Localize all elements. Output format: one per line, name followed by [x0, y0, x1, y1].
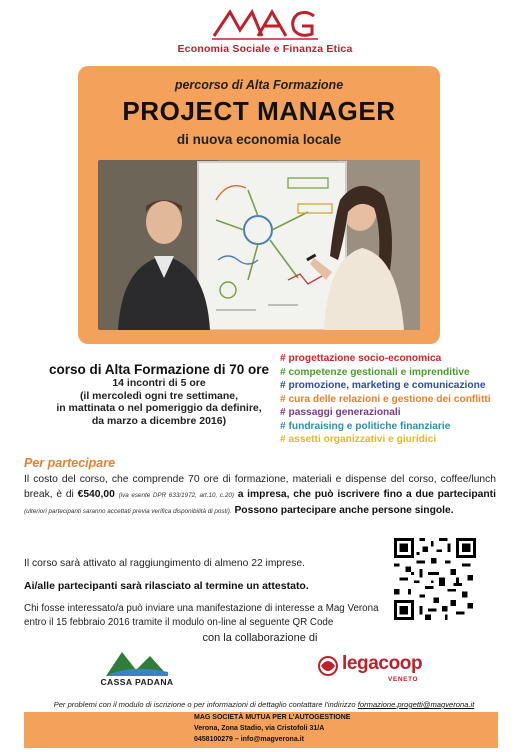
- legacoop-region: VENETO: [388, 676, 419, 683]
- topic-item: # progettazione socio-economica: [280, 353, 442, 364]
- topic-item: # cura delle relazioni e gestione dei conflitti: [280, 393, 491, 405]
- cassa-padana-logo: [100, 648, 174, 678]
- contact-text: Per problemi con il modulo di iscrizione o per informazioni di dettaglio contattare l'indirizzo: [53, 700, 356, 709]
- mag-logo: [170, 6, 360, 58]
- course-info: [24, 362, 294, 427]
- topic-item: # promozione, marketing e comunicazione: [280, 380, 486, 391]
- topic-item: # passaggi generazionali: [280, 407, 401, 418]
- workshop-photo: [98, 160, 420, 330]
- course-schedule-1: (il mercoledì ogni tre settimane,: [79, 389, 239, 402]
- extra-participants-note: (ulteriori partecipanti saranno accettati previa verifica disponibilità di posti).: [24, 508, 232, 515]
- footer-address: Verona, Zona Stadio, via Cristofoli 31/A: [194, 725, 325, 732]
- qr-code[interactable]: [394, 538, 476, 620]
- cassa-padana-label: CASSA PADANA: [100, 677, 174, 687]
- course-sessions: 14 incontri di 5 ore: [112, 377, 206, 389]
- vat-note: (iva esente DPR 633/1972, art.10, c.20): [118, 492, 234, 499]
- cost-text-a: Il costo del corso, che comprende 70 ore di formazione, materiali e dispense del corso, coffee/lunch break, è di: [24, 474, 496, 500]
- topic-item: # competenze gestionali e imprenditive: [280, 366, 470, 378]
- mag-logo-mark: [210, 6, 320, 42]
- cost-paragraph: [24, 472, 496, 519]
- topics-list: [280, 352, 508, 447]
- interest-line-2: entro il 15 febbraio 2016 tramite il modulo on-line al seguente QR Code: [24, 616, 334, 628]
- workshop-photo-illustration: [98, 160, 420, 330]
- participate-heading: Per partecipare: [24, 456, 116, 470]
- cost-price: €540,00: [77, 489, 115, 500]
- contact-email-link[interactable]: formazione.progetti@magverona.it: [357, 700, 475, 709]
- cost-text-b: a impresa, che può iscrivere fino a due: [237, 489, 434, 500]
- banner-kicker: percorso di Alta Formazione: [174, 78, 344, 92]
- activation-note: Il corso sarà attivato al raggiungimento di almeno 22 imprese.: [24, 558, 306, 569]
- banner-title: PROJECT MANAGER: [122, 96, 396, 126]
- cost-text-c: Possono partecipare anche persone singole.: [234, 505, 454, 516]
- interest-line-1: Chi fosse interessato/a può inviare una manifestazione di interesse a Mag Verona: [24, 603, 379, 614]
- title-banner: [78, 66, 440, 344]
- footer-bar: [24, 712, 498, 748]
- collaboration-text: con la collaborazione di: [202, 632, 318, 644]
- topic-item: # assetti organizzativi e giuridici: [280, 434, 437, 445]
- footer-org-name: MAG SOCIETÀ MUTUA PER L'AUTOGESTIONE: [194, 714, 351, 721]
- interest-note: [24, 602, 384, 629]
- footer-contact: 0458100279 – info@magverona.it: [194, 736, 304, 743]
- course-schedule-2: in mattinata o nel pomeriggio da definire,: [56, 402, 262, 414]
- topic-item: # fundraising e politiche finanziarie: [280, 420, 451, 432]
- legacoop-wordmark: legacoop: [342, 653, 423, 674]
- cost-participants: partecipanti: [437, 489, 496, 500]
- course-title: corso di Alta Formazione di 70 ore: [48, 362, 270, 377]
- banner-subtitle: di nuova economia locale: [176, 132, 342, 147]
- logo-tagline: Economia Sociale e Finanza Etica: [177, 43, 353, 55]
- course-schedule-3: da marzo a dicembre 2016): [91, 414, 227, 427]
- certificate-note: Ai/alle partecipanti sarà rilasciato al termine un attestato.: [24, 580, 309, 592]
- contact-info: [24, 700, 504, 709]
